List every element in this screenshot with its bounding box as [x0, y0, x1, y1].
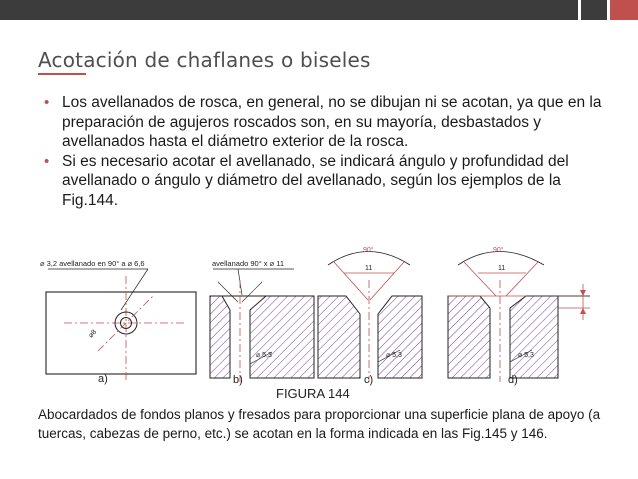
diameter-label-a: ⌀8 — [87, 328, 99, 340]
bullet-list — [44, 93, 604, 210]
top-bar — [0, 0, 638, 20]
width-label-d: 11 — [498, 265, 506, 272]
hole-label-c: ⌀ 5,3 — [386, 352, 402, 359]
label-b: b) — [233, 374, 243, 386]
callout-b: avellanado 90° x ⌀ 11 — [212, 259, 285, 268]
width-label-c: 11 — [365, 265, 373, 272]
note-text: Abocardados de fondos planos y fresados para proporcionar una superficie plana de apoyo (a tuercas, cabezas de perno, etc.) se acotan en la forma indicada en las Fig.145 y 146. — [38, 407, 601, 441]
bullet-dot: • — [44, 152, 50, 170]
label-d: d) — [508, 374, 518, 386]
label-a: a) — [98, 373, 108, 385]
hole-label-b: ⌀ 5,3 — [256, 352, 272, 359]
bullet-text: Los avellanados de rosca, en general, no se dibujan ni se acotan, ya que en la preparación de agujeros roscados son, en su mayoría, desbastados y avellanados hasta el diámetro exterior de la rosca. — [62, 94, 602, 150]
figure-caption: FIGURA 144 — [276, 386, 350, 401]
bullet-item — [44, 152, 604, 211]
angle-label-d: 90° — [493, 247, 504, 254]
hole-label-d: ⌀ 5,3 — [518, 352, 534, 359]
top-bar-square-dark — [581, 0, 607, 20]
title-underline — [38, 73, 86, 75]
bullet-text: Si es necesario acotar el avellanado, se indicará ángulo y profundidad del avellanado o ángulo y diámetro del avellanado, según los ejemplos de la Fig.144. — [62, 152, 569, 209]
top-bar-dark — [0, 0, 578, 20]
figure-part-c — [318, 246, 422, 386]
figure-part-a — [40, 259, 196, 385]
figure-part-d — [448, 246, 590, 386]
bullet-item — [44, 93, 604, 152]
figure-144 — [38, 240, 600, 401]
slide-title: Acotación de chaflanes o biseles — [38, 48, 371, 72]
label-c: c) — [364, 374, 374, 386]
callout-a: ⌀ 3,2 avellanado en 90° a ⌀ 6,6 — [40, 259, 145, 268]
figure-part-b — [210, 259, 314, 386]
angle-label-c: 90° — [363, 247, 374, 254]
top-bar-square-accent — [610, 0, 638, 20]
bullet-dot: • — [44, 94, 50, 111]
